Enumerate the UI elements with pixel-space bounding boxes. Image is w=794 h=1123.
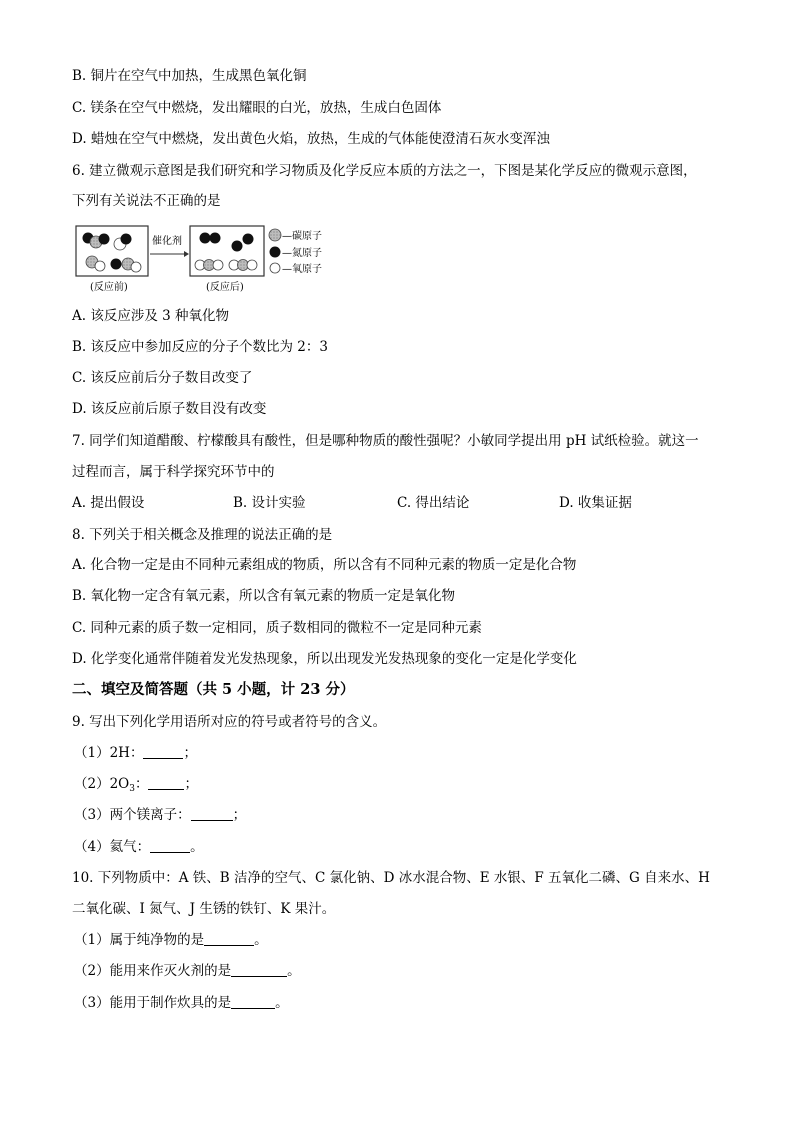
q6-option-a: A. 该反应涉及 3 种氧化物 (72, 308, 230, 324)
q6-stem-line2: 下列有关说法不正确的是 (72, 193, 221, 209)
nitrogen-atom (200, 233, 211, 244)
q8-stem: 8. 下列关于相关概念及推理的说法正确的是 (72, 527, 333, 543)
legend-oxygen-icon (270, 263, 280, 273)
legend-carbon-icon (269, 229, 281, 241)
q7-option-a: A. 提出假设 (72, 495, 145, 511)
q10-part-2: （2）能用来作灭火剂的是 。 (74, 963, 301, 979)
q10-part-1: （1）属于纯净物的是 。 (74, 932, 268, 948)
answer-blank[interactable] (204, 932, 254, 946)
q10-stem-line2: 二氧化碳、I 氮气、J 生锈的铁钉、K 果汁。 (72, 901, 336, 917)
q6-stem-line1: 6. 建立微观示意图是我们研究和学习物质及化学反应本质的方法之一，下图是某化学反应的微观示意图， (72, 163, 697, 179)
section-2-heading: 二、填空及简答题（共 5 小题，计 23 分） (72, 681, 355, 698)
legend-nitrogen-icon (270, 247, 281, 258)
q8-option-b: B. 氧化物一定含有氧元素，所以含有氧元素的物质一定是氧化物 (72, 588, 456, 604)
answer-blank[interactable] (148, 776, 184, 790)
q6-option-b: B. 该反应中参加反应的分子个数比为 2：3 (72, 339, 328, 355)
reaction-micro-diagram (72, 222, 342, 294)
q9-stem: 9. 写出下列化学用语所对应的符号或者符号的含义。 (72, 714, 387, 730)
nitrogen-atom (121, 234, 132, 245)
oxygen-atom (95, 261, 105, 271)
oxygen-atom (131, 262, 141, 272)
answer-blank[interactable] (231, 963, 287, 977)
legend-oxygen: —氧原子 (282, 264, 322, 275)
answer-blank[interactable] (191, 807, 233, 821)
nitrogen-atom (210, 233, 221, 244)
catalyst-label: 催化剂 (152, 236, 182, 247)
q5-option-d: D. 蜡烛在空气中燃烧，发出黄色火焰，放热，生成的气体能使澄清石灰水变浑浊 (72, 131, 550, 147)
q9-part-3: （3）两个镁离子： ； (74, 807, 247, 823)
legend-nitrogen: —氮原子 (282, 248, 322, 259)
q9-part-1: （1）2H： ； (74, 745, 197, 761)
nitrogen-atom (99, 234, 110, 245)
nitrogen-atom (243, 234, 254, 245)
q5-option-b: B. 铜片在空气中加热，生成黑色氧化铜 (72, 68, 307, 84)
q8-option-c: C. 同种元素的质子数一定相同，质子数相同的微粒不一定是同种元素 (72, 620, 482, 636)
q5-option-c: C. 镁条在空气中燃烧，发出耀眼的白光，放热，生成白色固体 (72, 100, 442, 116)
q7-stem-line2: 过程而言，属于科学探究环节中的 (72, 464, 275, 480)
q7-option-c: C. 得出结论 (397, 495, 470, 511)
q6-option-d: D. 该反应前后原子数目没有改变 (72, 401, 267, 417)
answer-blank[interactable] (150, 839, 190, 853)
q8-option-a: A. 化合物一定是由不同种元素组成的物质，所以含有不同种元素的物质一定是化合物 (72, 557, 577, 573)
q10-part-3: （3）能用于制作炊具的是 。 (74, 995, 289, 1011)
q9-part-2: $(2)2O_3$： ； (74, 776, 198, 794)
oxygen-atom (213, 260, 223, 270)
q7-options (72, 494, 722, 512)
q7-option-b: B. 设计实验 (233, 495, 306, 511)
q7-option-d: D. 收集证据 (559, 495, 632, 511)
answer-blank[interactable] (143, 745, 183, 759)
oxygen-atom (247, 260, 257, 270)
q7-stem-line1: 7. 同学们知道醋酸、柠檬酸具有酸性，但是哪种物质的酸性强呢？小敏同学提出用 pH 试纸检验。就这一 (72, 433, 699, 449)
q8-option-d: D. 化学变化通常伴随着发光发热现象，所以出现发光发热现象的变化一定是化学变化 (72, 651, 577, 667)
nitrogen-atom (232, 241, 243, 252)
nitrogen-atom (111, 259, 122, 270)
after-caption: (反应后) (206, 282, 244, 293)
legend-carbon: —碳原子 (282, 231, 322, 242)
answer-blank[interactable] (231, 995, 275, 1009)
before-caption: (反应前) (90, 282, 128, 293)
q9-part-4: （4）氦气： 。 (74, 839, 204, 855)
q6-option-c: C. 该反应前后分子数目改变了 (72, 370, 253, 386)
q10-stem-line1: 10. 下列物质中：A 铁、B 洁净的空气、C 氯化钠、D 冰水混合物、E 水银、F 五氧化二磷、G 自来水、H (72, 870, 710, 886)
